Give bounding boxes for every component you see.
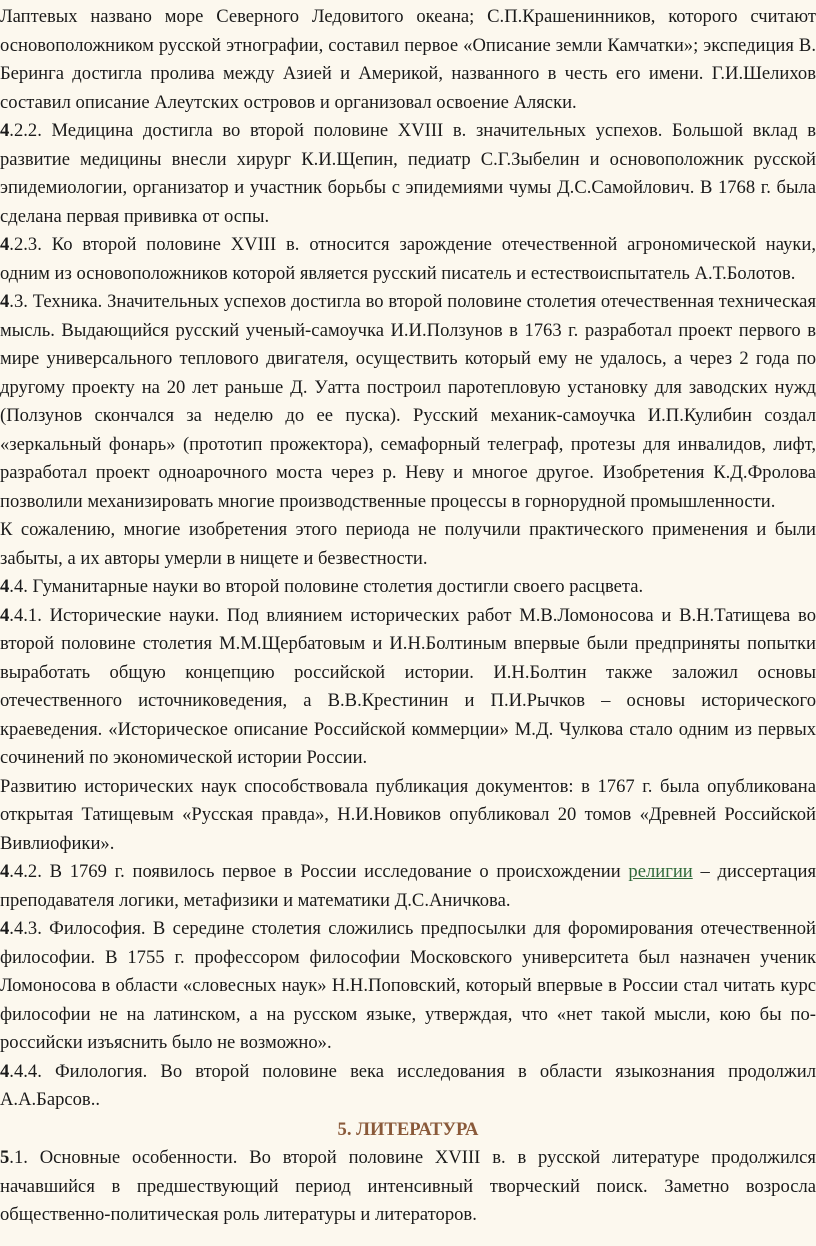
section-number: 4 [0,234,10,255]
paragraph-religion-study [0,858,816,915]
section-number: 4 [0,120,10,141]
section-number: 4 [0,604,10,626]
section-number: 4 [0,861,10,882]
paragraph-text: Лаптевых названо море Северного Ледовитого океана; С.П.Крашенинников, которого считают основоположником русской этнографии, составил первое «Описание земли Камчатки»; экспедиция В. Беринга достигла пролива между Азией и Америкой, названного в честь его имени. Г.И.Шелихов составил описание Алеутских островов и организовал освоение Аляски. [0,6,816,113]
paragraph-geography [0,3,816,117]
paragraph-text: .2.3. Ко второй половине XVIII в. относится зарождение отечественной агрономической науки, одним из основоположников которой является русский писатель и естествоиспытатель А.Т.Болотов. [0,234,816,284]
paragraph-text: .1. Основные особенности. Во второй половине XVIII в. в русской литературе продолжился начавшийся в предшествующий период интенсивный творческий поиск. Заметно возросла общественно-политическая роль литературы и литераторов. [0,1147,816,1225]
paragraph-inventions-fate [0,516,816,573]
religion-link[interactable]: религии [628,861,693,882]
paragraph-medicine [0,117,816,231]
paragraph-text: К сожалению, многие изобретения этого периода не получили практического применения и были забыты, а их авторы умерли в нищете и безвестности. [0,519,816,569]
paragraph-literature-features [0,1144,816,1230]
paragraph-technology [0,288,816,516]
section-number: 4 [0,918,10,939]
paragraph-philology [0,1058,816,1115]
paragraph-text: .4.4. Филология. Во второй половине века исследования в области языкознания продолжил А.А.Барсов.. [0,1060,816,1110]
section-number: 4 [0,576,10,597]
paragraph-text: .4.1. Исторические науки. Под влиянием исторических работ М.В.Ломоносова и В.Н.Татищева во второй половине столетия М.М.Щербатовым и И.Н.Болтиным впервые были предприняты попытки выработать общую концепцию российской истории. И.Н.Болтин также заложил основы отечественного источниковедения, а В.В.Крестинин и П.И.Рычков – основы исторического краеведения. «Историческое описание Российской коммерции» М.Д. Чулкова стало одним из первых сочинений по экономической истории России. [0,604,816,768]
paragraph-text: Развитию исторических наук способствовала публикация документов: в 1767 г. была опубликована открытая Татищевым «Русская правда», Н.И.Новиков опубликовал 20 томов «Древней Российской Вивлиофики». [0,775,816,854]
section-number: 5 [0,1147,10,1168]
paragraph-text: .2.2. Медицина достигла во второй половине XVIII в. значительных успехов. Большой вклад в развитие медицины внесли хирург К.И.Щепин, педиатр С.Г.Зыбелин и основоположник русской эпидемиологии, организатор и участник борьбы с эпидемиями чумы Д.С.Самойлович. В 1768 г. была сделана первая прививка от оспы. [0,120,816,227]
paragraph-history [0,602,816,773]
paragraph-text: .4.3. Философия. В середине столетия сложились предпосылки для форомирования отечественной философии. В 1755 г. профессором философии Московского университета был назначен ученик Ломоносова в области «словесных наук» Н.Н.Поповский, который впервые в России стал читать курс философии не на латинском, а на русском языке, утверждая, что «нет такой мысли, кою бы по-российски изъяснить было не возможно». [0,918,816,1053]
paragraph-philosophy [0,915,816,1058]
paragraph-documents [0,773,816,859]
paragraph-agronomy [0,231,816,288]
section-heading-literature: 5. ЛИТЕРАТУРА [337,1118,479,1140]
paragraph-humanities [0,573,816,602]
paragraph-text: – диссертация преподавателя логики, метафизики и математики Д.С.Аничкова. [0,861,816,911]
section-number: 4 [0,291,10,312]
paragraph-text: .4. Гуманитарные науки во второй половине столетия достигли своего расцвета. [9,576,644,597]
paragraph-text: .3. Техника. Значительных успехов достигла во второй половине столетия отечественная техническая мысль. Выдающийся русский ученый-самоучка И.И.Ползунов в 1763 г. разработал проект первого в мире универсального теплового двигателя, осуществить который ему не удалось, а через 2 года по другому проекту на 20 лет раньше Д. Уатта построил паротепловую установку для заводских нужд (Ползунов скончался за неделю до ее пуска). Русский механик-самоучка И.П.Кулибин создал «зеркальный фонарь» (прототип прожектора), семафорный телеграф, протезы для инвалидов, лифт, разработал проект одноарочного моста через р. Неву и многое другое. Изобретения К.Д.Фролова позволили механизировать многие производственные процессы в горнорудной промышленности. [0,291,816,512]
section-number: 4 [0,1060,10,1082]
paragraph-text: .4.2. В 1769 г. появилось первое в России исследование о происхождении [9,861,629,882]
